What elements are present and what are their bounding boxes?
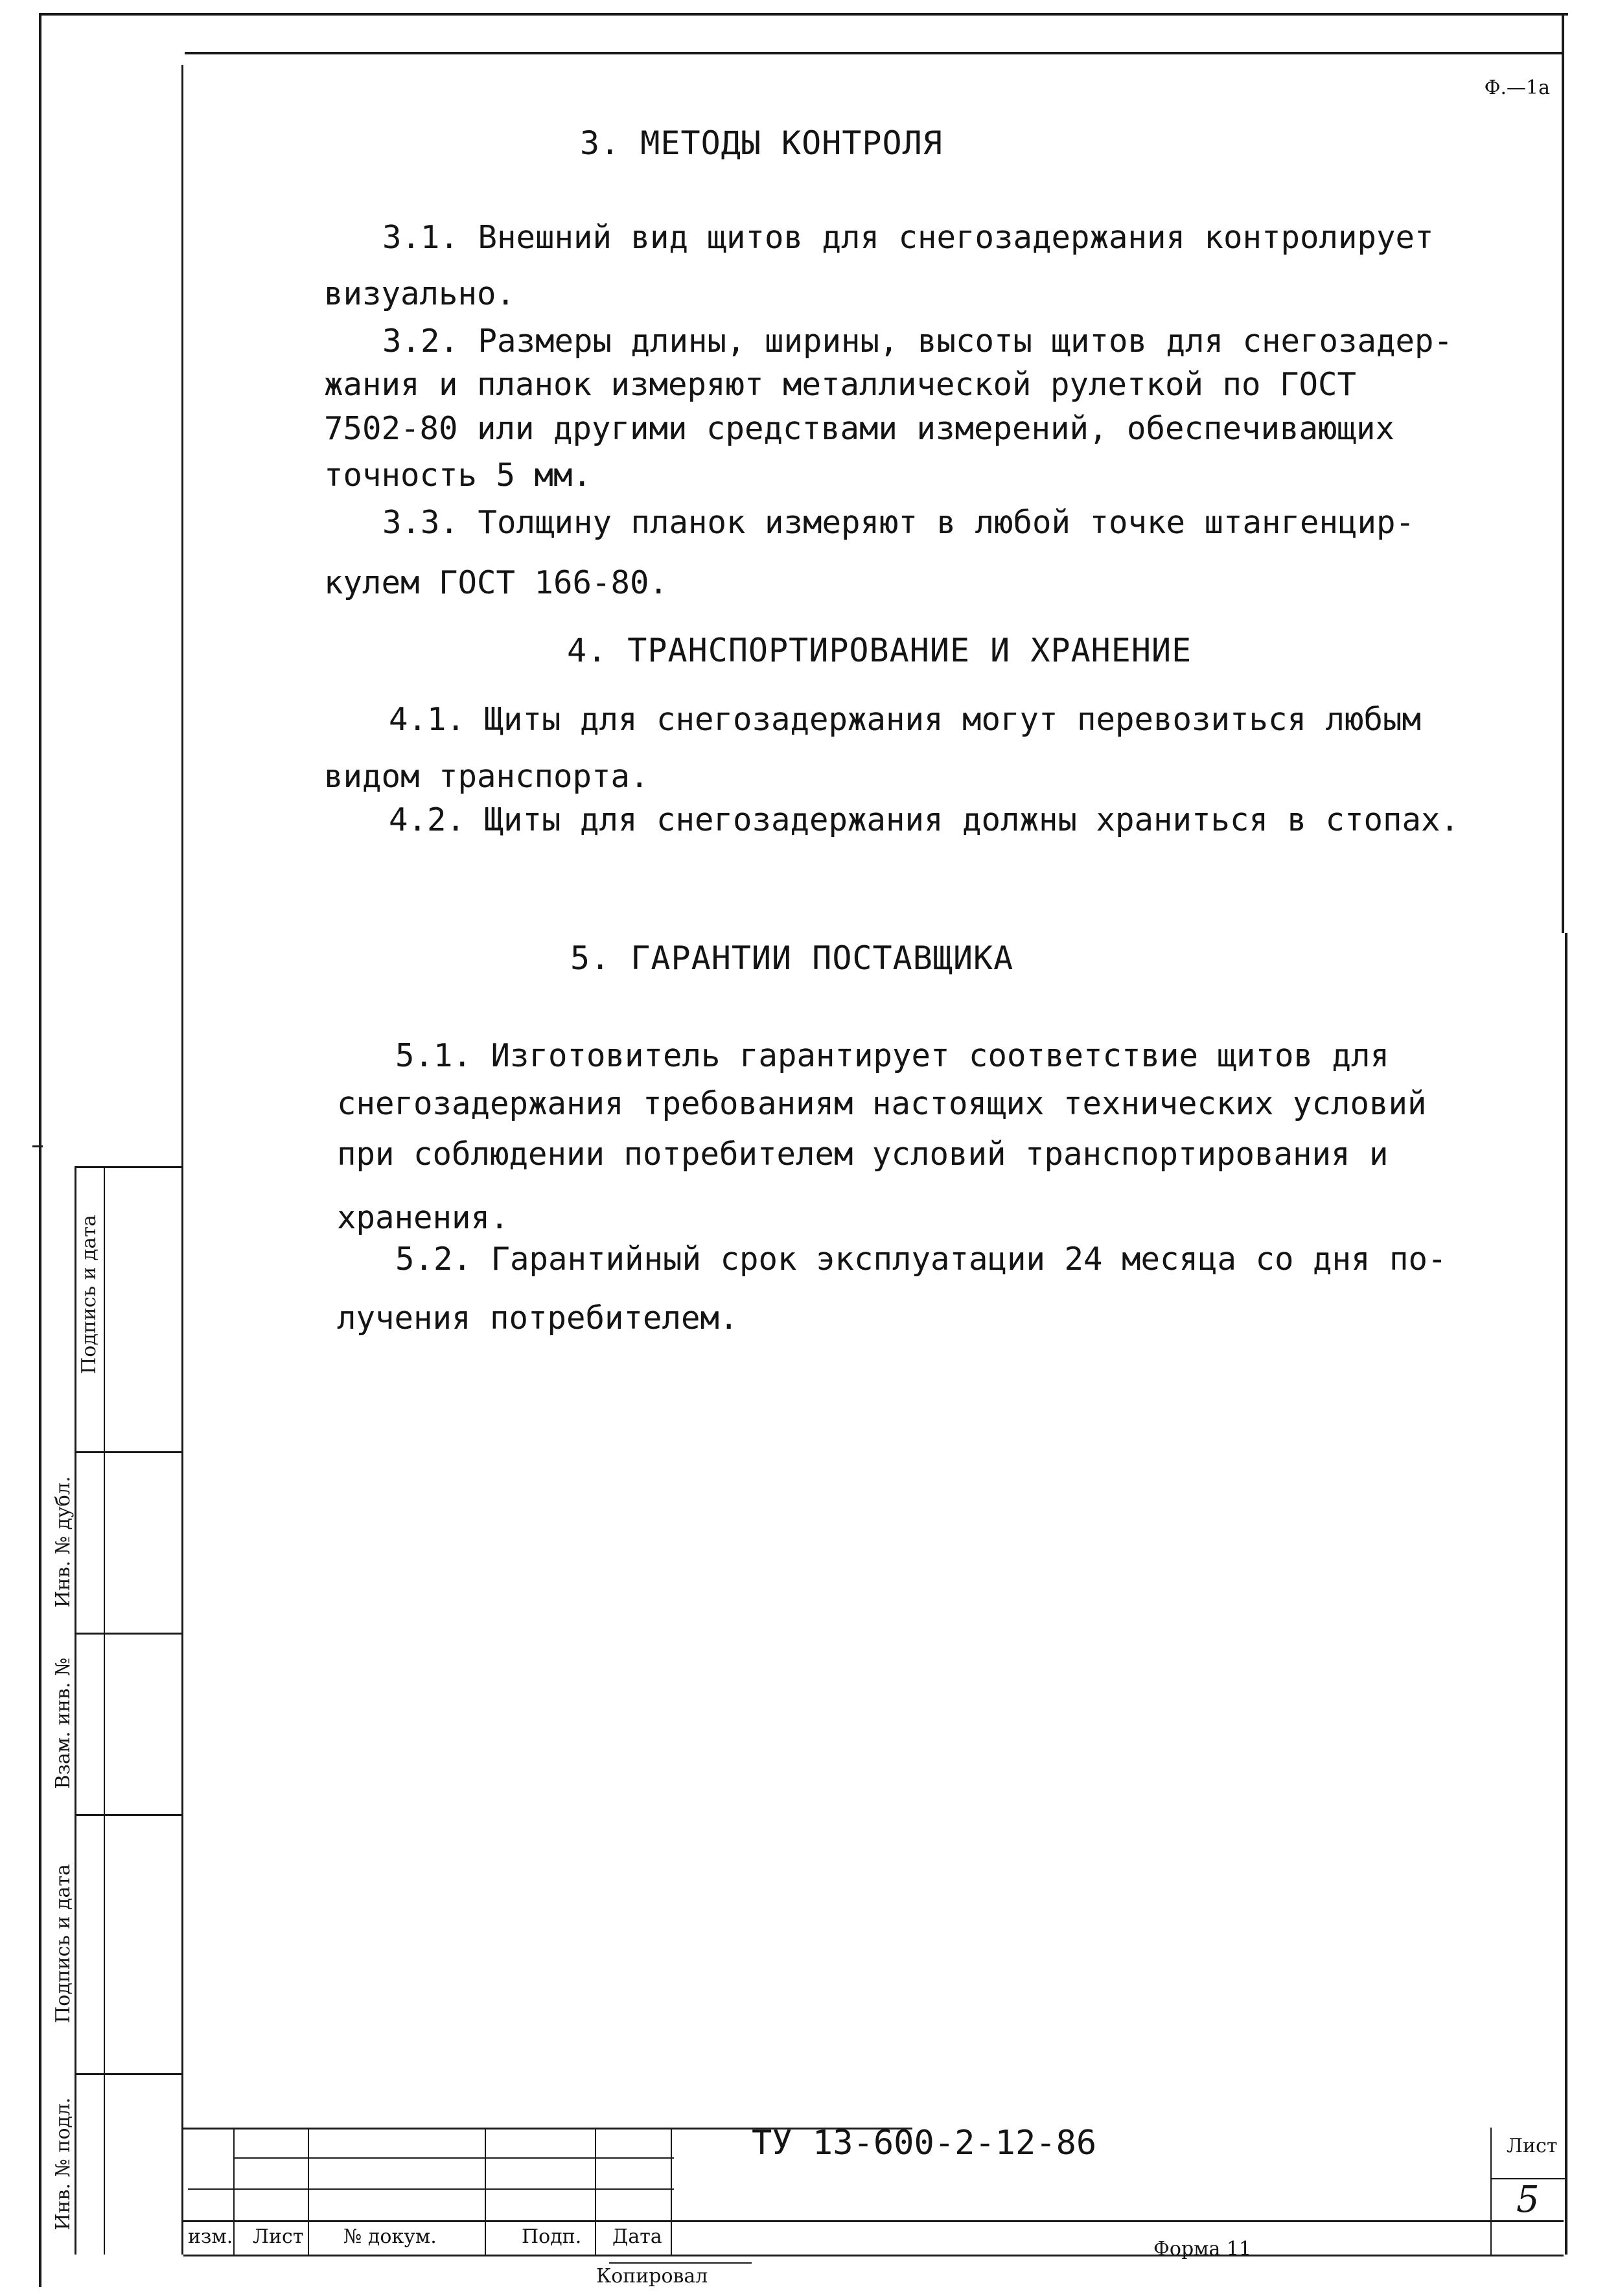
side-stamp-div-1 [75, 1166, 183, 1168]
sheet-number: 5 [1516, 2179, 1540, 2221]
section5-line-1: 5.1. Изготовитель гарантирует соответствие щитов для [395, 1037, 1390, 1074]
section3-line-8: кулем ГОСТ 166-80. [324, 564, 669, 601]
section5-line-6: лучения потребителем. [337, 1300, 739, 1337]
col-data: Дата [612, 2225, 662, 2248]
title-block-bottom-line [183, 2255, 1564, 2256]
side-label-podpis-data-2: Подпись и дата [52, 1864, 75, 2023]
section3-line-4: жания и планок измеряют металлической рулеткой по ГОСТ [324, 366, 1357, 403]
col-dokum: № докум. [343, 2225, 437, 2248]
side-label-inv-dubl: Инв. № дубл. [52, 1476, 75, 1608]
side-tick-mark [32, 1145, 43, 1147]
section4-line-3: 4.2. Щиты для снегозадержания должны храниться в стопах. [389, 801, 1460, 838]
section3-heading: 3. МЕТОДЫ КОНТРОЛЯ [580, 124, 943, 162]
section3-line-6: точность 5 мм. [324, 457, 592, 494]
side-stamp-mid-line [104, 1166, 105, 2255]
form-code: Ф.—1а [1484, 76, 1550, 99]
side-stamp-div-3 [75, 1633, 183, 1635]
section4-line-1: 4.1. Щиты для снегозадержания могут перевозиться любым [389, 701, 1422, 738]
section3-line-5: 7502-80 или другими средствами измерений, обеспечивающих [324, 410, 1395, 447]
side-label-podpis-data-1: Подпись и дата [78, 1215, 100, 1374]
frame-left-line [39, 13, 41, 2287]
section3-line-7: 3.3. Толщину планок измеряют в любой точке штангенцир- [382, 504, 1415, 541]
section4-line-2: видом транспорта. [324, 758, 649, 795]
title-col-5 [671, 2128, 672, 2255]
col-podp: Подп. [522, 2225, 582, 2248]
title-block-row-2 [188, 2188, 674, 2190]
sheet-label: Лист [1507, 2135, 1558, 2157]
footer-kopiroval: Копировал [596, 2265, 708, 2288]
side-label-vzam-inv: Взам. инв. № [52, 1657, 75, 1789]
section5-heading: 5. ГАРАНТИИ ПОСТАВЩИКА [570, 939, 1014, 977]
footer-short-line [609, 2262, 752, 2264]
title-block-row-1 [233, 2157, 674, 2159]
side-stamp-div-5 [75, 2073, 183, 2075]
inner-left-line [181, 65, 183, 2255]
section5-line-3: при соблюдении потребителем условий транспортирования и [337, 1136, 1389, 1173]
side-stamp-div-2 [75, 1451, 183, 1453]
title-col-2 [308, 2128, 309, 2255]
title-col-1 [233, 2128, 235, 2255]
col-list: Лист [253, 2225, 304, 2248]
doc-number: ТУ 13-600-2-12-86 [752, 2124, 1097, 2163]
section5-line-5: 5.2. Гарантийный срок эксплуатации 24 месяца со дня по- [395, 1241, 1447, 1278]
section3-line-3: 3.2. Размеры длины, ширины, высоты щитов для снегозадер- [382, 323, 1453, 360]
frame-top-line [39, 13, 1568, 16]
title-col-3 [485, 2128, 486, 2255]
side-stamp-div-4 [75, 1814, 183, 1816]
section4-heading: 4. ТРАНСПОРТИРОВАНИЕ И ХРАНЕНИЕ [567, 632, 1192, 669]
side-label-inv-podl: Инв. № подл. [52, 2097, 75, 2231]
section3-line-2: визуально. [324, 275, 516, 312]
frame-right-line [1562, 13, 1564, 933]
title-sheet-col [1490, 2128, 1492, 2255]
col-izm: изм. [188, 2225, 233, 2248]
title-block-row-3 [183, 2220, 1564, 2222]
section5-line-2: снегозадержания требованиям настоящих технических условий [337, 1085, 1427, 1122]
inner-top-line [185, 52, 1562, 54]
footer-forma: Форма 11 [1153, 2238, 1252, 2260]
title-col-4 [595, 2128, 596, 2255]
section3-line-1: 3.1. Внешний вид щитов для снегозадержания контролирует [382, 219, 1434, 256]
inner-right-line [1565, 933, 1567, 2255]
section5-line-4: хранения. [337, 1199, 509, 1236]
